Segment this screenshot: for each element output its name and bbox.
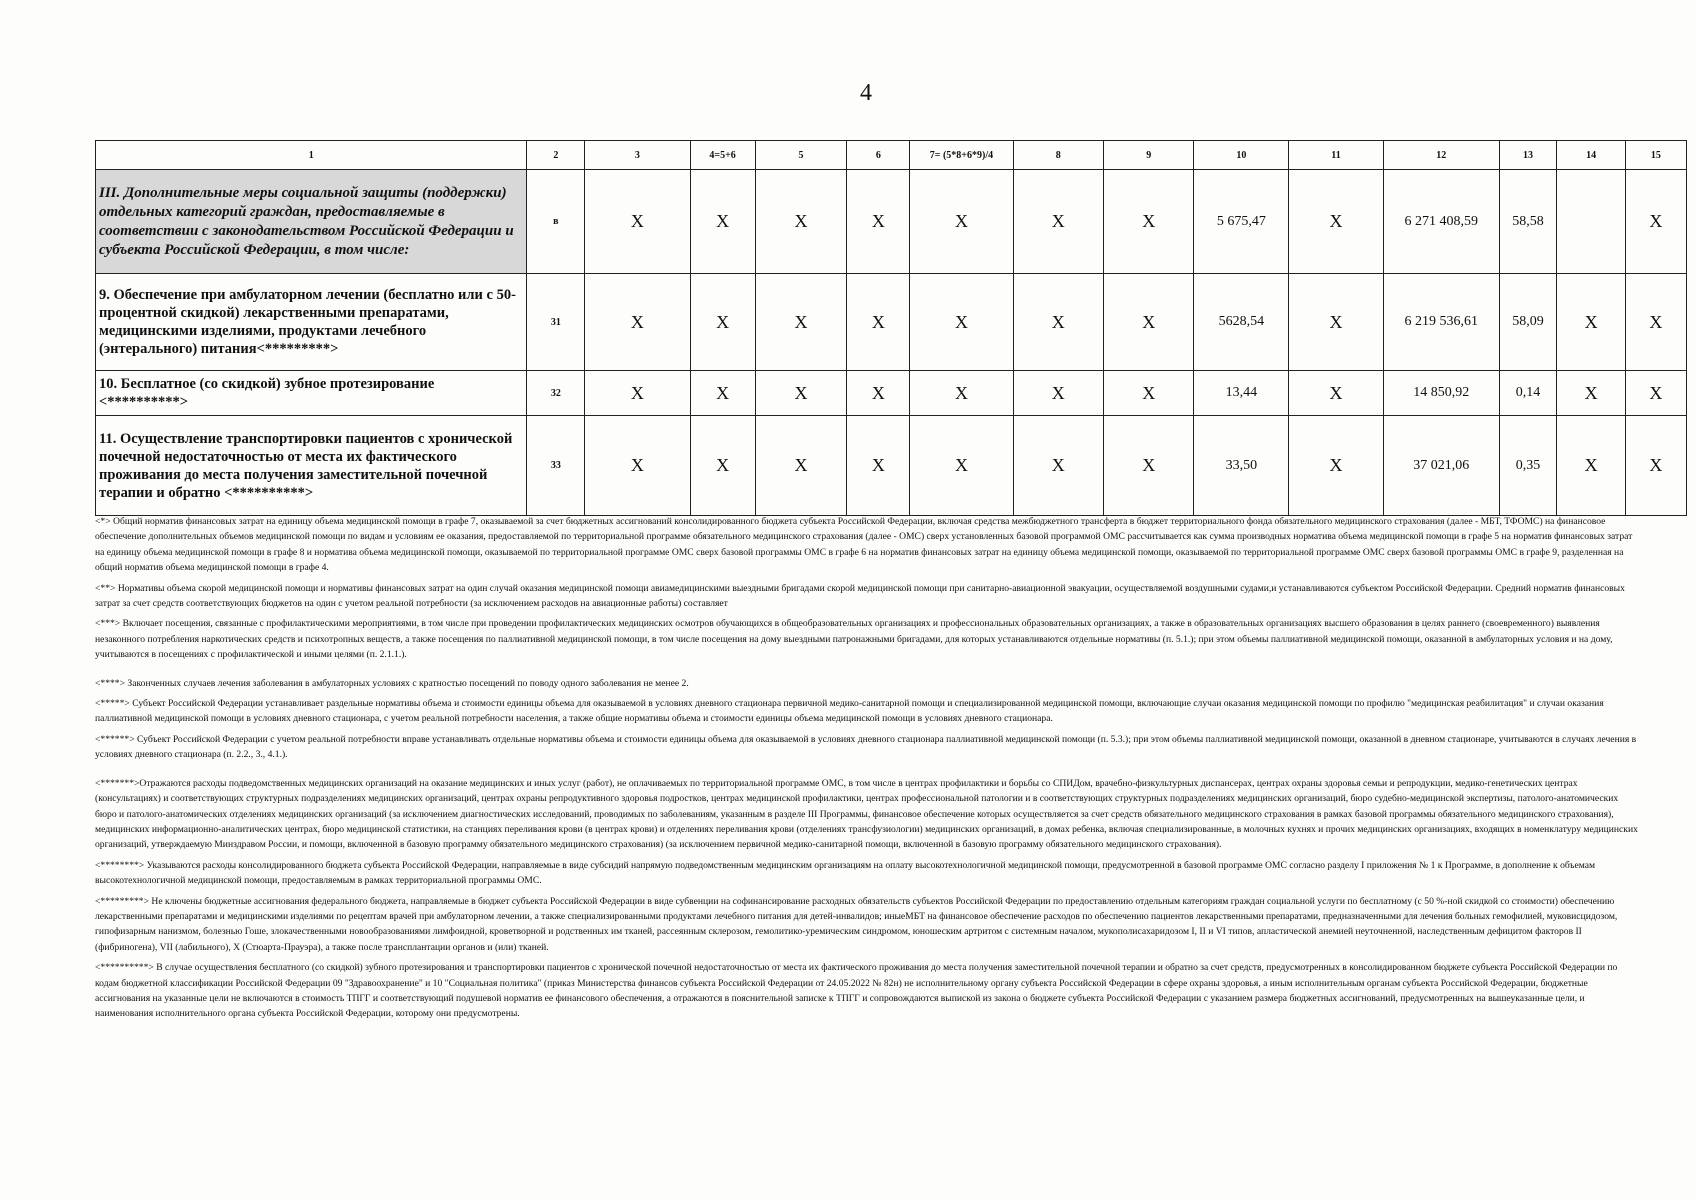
norms-table bbox=[95, 140, 1687, 516]
cell-c7: X bbox=[910, 170, 1013, 274]
header-cell: 3 bbox=[585, 141, 690, 170]
header-cell: 2 bbox=[527, 141, 585, 170]
cell-c11: X bbox=[1289, 416, 1384, 516]
cell-c10: 5628,54 bbox=[1194, 274, 1289, 371]
header-cell: 1 bbox=[96, 141, 527, 170]
cell-c8: X bbox=[1013, 416, 1103, 516]
cell-c4: X bbox=[690, 170, 755, 274]
cell-c15: X bbox=[1625, 170, 1686, 274]
cell-c15: X bbox=[1625, 416, 1686, 516]
cell-c4: X bbox=[690, 371, 755, 416]
cell-c4: X bbox=[690, 274, 755, 371]
cell-c3: X bbox=[585, 170, 690, 274]
header-cell: 15 bbox=[1625, 141, 1686, 170]
cell-c8: X bbox=[1013, 170, 1103, 274]
cell-c10: 5 675,47 bbox=[1194, 170, 1289, 274]
cell-c10: 13,44 bbox=[1194, 371, 1289, 416]
cell-c14 bbox=[1557, 170, 1625, 274]
header-cell: 8 bbox=[1013, 141, 1103, 170]
header-cell: 7= (5*8+6*9)/4 bbox=[910, 141, 1013, 170]
cell-c7: X bbox=[910, 274, 1013, 371]
table-header-row bbox=[96, 141, 1687, 170]
row-name: III. Дополнительные меры социальной защиты (поддержки) отдельных категорий граждан, предоставляемые в соответствии с законодательством Российской Федерации и субъекта Российской Федерации, в том числе: bbox=[96, 170, 527, 274]
header-cell: 12 bbox=[1383, 141, 1499, 170]
cell-c5: X bbox=[755, 274, 847, 371]
header-cell: 4=5+6 bbox=[690, 141, 755, 170]
header-cell: 6 bbox=[847, 141, 910, 170]
cell-c3: X bbox=[585, 274, 690, 371]
header-cell: 14 bbox=[1557, 141, 1625, 170]
cell-c9: X bbox=[1103, 274, 1193, 371]
cell-c6: X bbox=[847, 274, 910, 371]
cell-c14: X bbox=[1557, 371, 1625, 416]
cell-c13: 58,09 bbox=[1499, 274, 1557, 371]
header-cell: 9 bbox=[1103, 141, 1193, 170]
footnote-7: <*******>Отражаются расходы подведомственных медицинских организаций на оказание медицинских и иных услуг (работ), не оплачиваемых по территориальной программе ОМС, в том числе в центрах профилактики и борьбы со СПИДом, врачебно-физкультурных диспансерах, центрах охраны здоровья семьи и репродукции, медико-генетических центрах (консультациях) и соответствующих структурных подразделениях медицинских организаций, центрах охраны репродуктивного здоровья подростков, центрах медицинской профилактики, центрах профессиональной патологии и в соответствующих структурных подразделениях медицинских организаций, бюро судебно-медицинской экспертизы, патолого-анатомических бюро и патолого-анатомических отделениях медицинских организаций (за исключением диагностических исследований, проводимых по заболеваниям, указанным в разделе III Программы, финансовое обеспечение которых осуществляется за счет средств обязательного медицинского страхования в рамках базовой программы обязательного медицинского страхования), медицинских информационно-аналитических центрах, бюро медицинской статистики, на станциях переливания крови (в центрах крови) и отделениях переливания крови (отделениях трансфузиологии) медицинских организаций, в домах ребенка, включая специализированные, в молочных кухнях и прочих медицинских организациях, входящих в номенклатуру медицинских организаций, утверждаемую Минздравом России, и помощи, включенной в базовую программу обязательного медицинского страхования) (за исключением первичной медико-санитарной помощи, включенной в базовую программу обязательного медицинского страхования). bbox=[95, 777, 1638, 851]
table-row-section-iii bbox=[96, 170, 1687, 274]
cell-c12: 6 219 536,61 bbox=[1383, 274, 1499, 371]
footnote-2: <**> Нормативы объема скорой медицинской помощи и нормативы финансовых затрат на один случай оказания медицинской помощи авиамедицинскими выездными бригадами скорой медицинской помощи при санитарно-авиационной эвакуации, осуществляемой воздушными судами,и устанавливаются субъектом Российской Федерации. Средний норматив финансовых затрат за счет средств соответствующих бюджетов на один с учетом реальной потребности (за исключением расходов на авиационные работы) составляет bbox=[95, 582, 1625, 610]
cell-c11: X bbox=[1289, 274, 1384, 371]
header-cell: 11 bbox=[1289, 141, 1384, 170]
cell-c11: X bbox=[1289, 371, 1384, 416]
cell-c14: X bbox=[1557, 416, 1625, 516]
cell-c14: X bbox=[1557, 274, 1625, 371]
cell-c5: X bbox=[755, 416, 847, 516]
table-row-10 bbox=[96, 371, 1687, 416]
header-cell: 10 bbox=[1194, 141, 1289, 170]
footnote-1: <*> Общий норматив финансовых затрат на единицу объема медицинской помощи в графе 7, оказываемой за счет бюджетных ассигнований консолидированного бюджета субъекта Российской Федерации, включая средства межбюджетного трансферта в бюджет территориального фонда обязательного медицинского страхования (далее - МБТ, ТФОМС) на финансовое обеспечение дополнительных объемов медицинской помощи по видам и условиям ее оказания, предоставляемой по территориальной программе обязательного медицинского страхования (далее - ОМС) сверх установленных базовой программой ОМС рассчитывается как сумма производных норматива объема медицинской помощи в графе 5 на норматив финансовых затрат на единицу объема медицинской помощи в графе 8 и норматива объема медицинской помощи, оказываемой по территориальной программе ОМС сверх базовой программы ОМС в графе 6 на норматив финансовых затрат на единицу объема медицинской помощи, оказываемой по территориальной программе ОМС сверх базовой программы ОМС в графе 9, разделенная на общий норматив объема медицинской помощи в графе 4. bbox=[95, 516, 1633, 574]
cell-c7: X bbox=[910, 416, 1013, 516]
footnote-5: <*****> Субъект Российской Федерации устанавливает раздельные нормативы объема и стоимости единицы объема для оказываемой в условиях дневного стационара первичной медико-санитарной помощи и специализированной медицинской помощи, включающие случаи оказания медицинской помощи по профилю "медицинская реабилитация" и случаи оказания паллиативной медицинской помощи в условиях дневного стационара, с учетом реальной потребности населения, а также общие нормативы объема и стоимости единицы объема медицинской помощи в условиях дневного стационара. bbox=[95, 698, 1604, 725]
cell-c3: X bbox=[585, 371, 690, 416]
cell-c5: X bbox=[755, 170, 847, 274]
row-code: 31 bbox=[527, 274, 585, 371]
row-code: 32 bbox=[527, 371, 585, 416]
row-code: в bbox=[527, 170, 585, 274]
cell-c7: X bbox=[910, 371, 1013, 416]
footnote-6: <******> Субъект Российской Федерации с учетом реальной потребности вправе устанавливать отдельные нормативы объема и стоимости единицы объема для оказываемой в условиях дневного стационара паллиативной медицинской помощи (п. 5.3.); при этом объемы паллиативной медицинской помощи, оказанной в дневном стационаре, учитываются в случаях лечения в условиях дневного стационара (п. 2.2., 3., 4.1.). bbox=[95, 733, 1637, 761]
cell-c11: X bbox=[1289, 170, 1384, 274]
footnote-4: <****> Законченных случаев лечения заболевания в амбулаторных условиях с кратностью посещений по поводу одного заболевания не менее 2. bbox=[95, 677, 689, 689]
cell-c8: X bbox=[1013, 274, 1103, 371]
footnote-8: <********> Указываются расходы консолидированного бюджета субъекта Российской Федерации, направляемые в виде субсидий напрямую подведомственным медицинским организациям на оплату высокотехнологичной медицинской помощи, предусмотренной в базовой программе ОМС согласно разделу I приложения № 1 к Программе, в дополнение к объемам высокотехнологичной медицинской помощи, предоставляемым в рамках территориальной программы ОМС. bbox=[95, 859, 1596, 887]
footnotes bbox=[95, 514, 1640, 1027]
cell-c13: 0,35 bbox=[1499, 416, 1557, 516]
footnote-9: <*********> Не ключены бюджетные ассигнования федерального бюджета, направляемые в бюджет субъекта Российской Федерации в виде субвенции на софинансирование расходных обязательств субъектов Российской Федерации по предоставлению отдельным категориям граждан социальной услуги по бесплатному (с 50 %-ной скидкой со стоимости) обеспечению лекарственными препаратами и медицинскими изделиями по рецептам врачей при амбулаторном лечении, а также специализированными продуктами лечебного питания для детей-инвалидов; иныеМБТ на финансовое обеспечение расходов по обеспечению пациентов лекарственными препаратами, предназначенными для лечения больных гемофилией, муковисцидозом, гипофизарным нанизмом, болезнью Гоше, злокачественными новообразованиями лимфоидной, кроветворной и родственных им тканей, рассеянным склерозом, гемолитико-уремическим синдромом, юношеским артритом с системным началом, мукополисахаридозом I, II и VI типов, апластической анемией неуточненной, наследственным дефицитом факторов II (фибриногена), VII (лабильного), X (Стюарта-Прауэра), а также после трансплантации органов и (или) тканей. bbox=[95, 895, 1618, 953]
cell-c15: X bbox=[1625, 274, 1686, 371]
cell-c5: X bbox=[755, 371, 847, 416]
footnote-10: <**********> В случае осуществления бесплатного (со скидкой) зубного протезирования и транспортировки пациентов с хронической почечной недостаточностью от места их фактического проживания до места получения заместительной почечной терапии и обратно за счет средств, предусмотренных в консолидированном бюджете субъекта Российской Федерации по кодам бюджетной классификации Российской Федерации 09 "Здравоохранение" и 10 "Социальная политика" (приказ Министерства финансов субъекта Российской Федерации от 24.05.2022 № 82н) не исполнительному органу субъекта Российской Федерации в сфере охраны здоровья, а иным исполнительным органам субъекта Российской Федерации, бюджетные ассигнования на указанные цели не включаются в стоимость ТПГГ и соответствующий подушевой норматив ее финансового обеспечения, а отражаются в пояснительной записке к ТПГГ и сопровождаются выпиской из закона о бюджете субъекта Российской Федерации с указанием размера бюджетных ассигнований, предусмотренных на вышеуказанные цели, и наименования исполнительного органа субъекта Российской Федерации, которому они предусмотрены. bbox=[95, 962, 1618, 1020]
table-row-9 bbox=[96, 274, 1687, 371]
cell-c3: X bbox=[585, 416, 690, 516]
cell-c4: X bbox=[690, 416, 755, 516]
cell-c12: 14 850,92 bbox=[1383, 371, 1499, 416]
cell-c9: X bbox=[1103, 416, 1193, 516]
cell-c8: X bbox=[1013, 371, 1103, 416]
row-name: 9. Обеспечение при амбулаторном лечении (бесплатно или с 50-процентной скидкой) лекарственными препаратами, медицинскими изделиями, продуктами лечебного (энтерального) питания<*********> bbox=[96, 274, 527, 371]
cell-c9: X bbox=[1103, 170, 1193, 274]
cell-c15: X bbox=[1625, 371, 1686, 416]
row-name: 11. Осуществление транспортировки пациентов с хронической почечной недостаточностью от места их фактического проживания до места получения заместительной почечной терапии и обратно <**********> bbox=[96, 416, 527, 516]
footnote-3: <***> Включает посещения, связанные с профилактическими мероприятиями, в том числе при проведении профилактических медицинских осмотров обучающихся в общеобразовательных организациях и профессиональных образовательных организациях, а также в образовательных организациях высшего образования в целях раннего (своевременного) выявления незаконного потребления наркотических средств и психотропных веществ, а также посещения по паллиативной медицинской помощи, в том числе посещения на дому выездными патронажными бригадами, для которых устанавливаются отдельные нормативы (п. 5.1.); при этом объемы паллиативной медицинской помощи, оказанной в амбулаторных условия и на дому, учитываются в посещениях с профилактической и иными целями (п. 2.1.1.). bbox=[95, 618, 1613, 661]
cell-c9: X bbox=[1103, 371, 1193, 416]
cell-c6: X bbox=[847, 371, 910, 416]
table-row-11 bbox=[96, 416, 1687, 516]
row-code: 33 bbox=[527, 416, 585, 516]
page-number: 4 bbox=[860, 80, 872, 106]
cell-c6: X bbox=[847, 416, 910, 516]
cell-c13: 58,58 bbox=[1499, 170, 1557, 274]
cell-c13: 0,14 bbox=[1499, 371, 1557, 416]
cell-c10: 33,50 bbox=[1194, 416, 1289, 516]
header-cell: 13 bbox=[1499, 141, 1557, 170]
cell-c12: 37 021,06 bbox=[1383, 416, 1499, 516]
cell-c12: 6 271 408,59 bbox=[1383, 170, 1499, 274]
header-cell: 5 bbox=[755, 141, 847, 170]
row-name: 10. Бесплатное (со скидкой) зубное протезирование <**********> bbox=[96, 371, 527, 416]
cell-c6: X bbox=[847, 170, 910, 274]
